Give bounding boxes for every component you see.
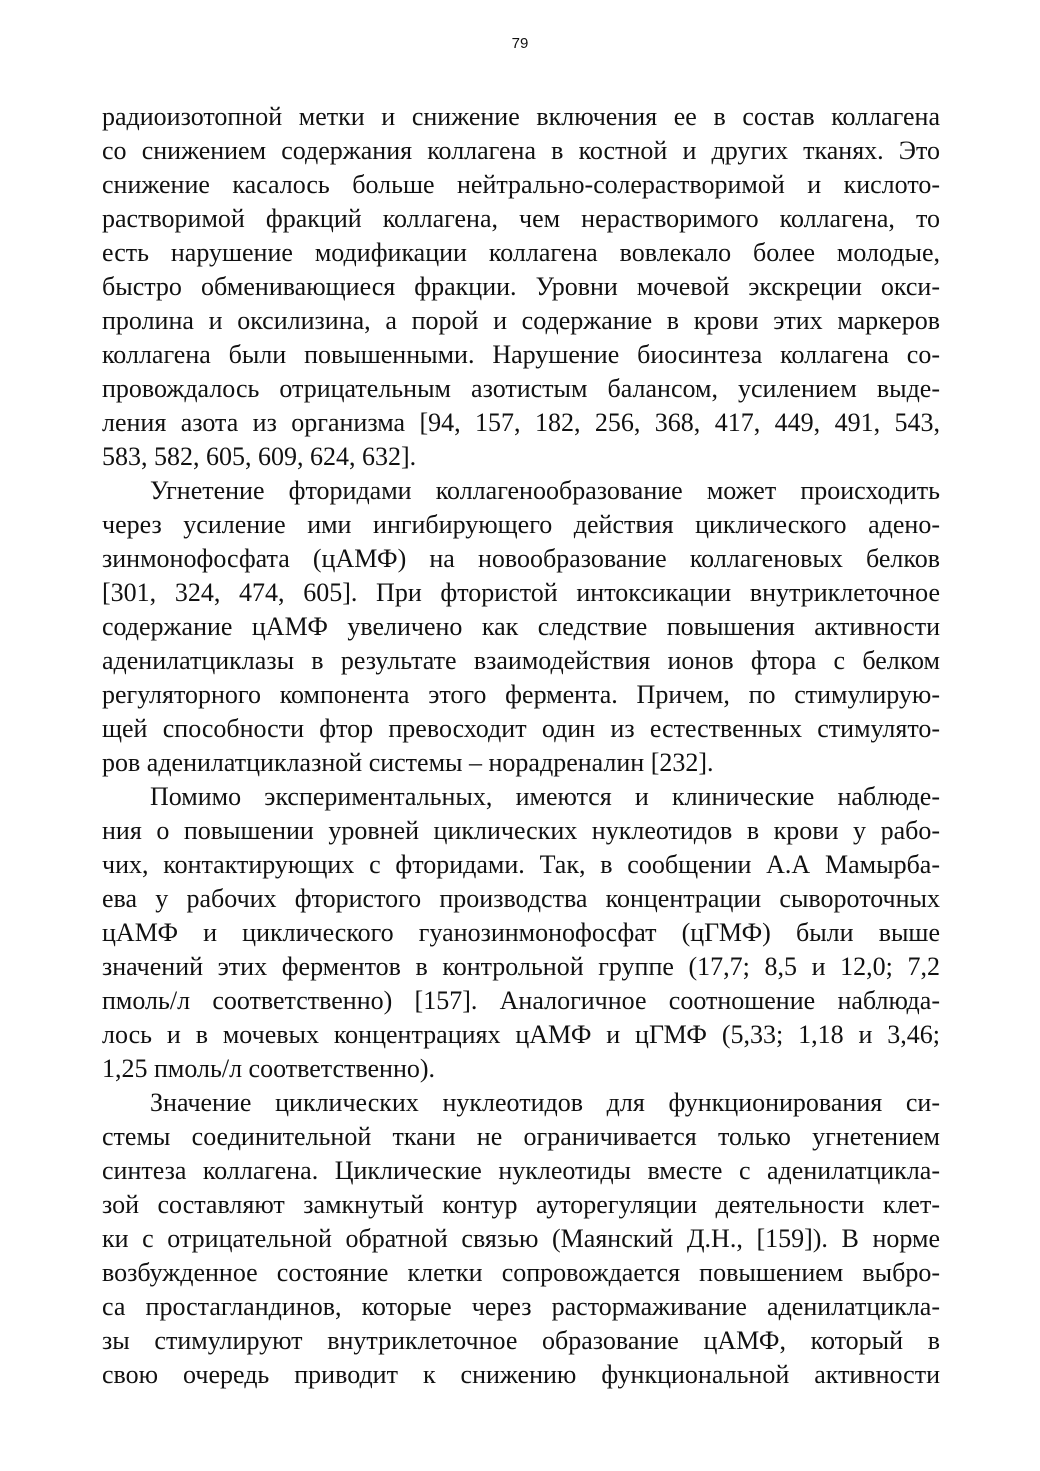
text-line: Помимо экспериментальных, имеются и клинические наблюде- <box>150 782 940 811</box>
text-line: зинмонофосфата (цАМФ) на новообразование коллагеновых белков <box>102 544 940 573</box>
paragraph-clinical-observations <box>102 780 940 1086</box>
text-line: со снижением содержания коллагена в костной и других тканях. Это <box>102 136 940 165</box>
text-line: зой составляют замкнутый контур ауторегуляции деятельности клет- <box>102 1190 940 1219</box>
text-line: свою очередь приводит к снижению функциональной активности <box>102 1360 940 1389</box>
paragraph-cyclic-nucleotides <box>102 1086 940 1392</box>
text-line: цАМФ и циклического гуанозинмонофосфат (цГМФ) были выше <box>102 918 940 947</box>
text-line: 583, 582, 605, 609, 624, 632]. <box>102 442 417 471</box>
text-line: чих, контактирующих с фторидами. Так, в сообщении А.А Мамырба- <box>102 850 940 879</box>
paragraph-fluoride-inhibition <box>102 474 940 780</box>
text-line: аденилатциклазы в результате взаимодействия ионов фтора с белком <box>102 646 940 675</box>
text-line: Значение циклических нуклеотидов для функционирования си- <box>150 1088 940 1117</box>
text-line: есть нарушение модификации коллагена вовлекало более молодые, <box>102 238 940 267</box>
text-line: са простагландинов, которые через растормаживание аденилатцикла- <box>102 1292 940 1321</box>
text-line: стемы соединительной ткани не ограничивается только угнетением <box>102 1122 940 1151</box>
text-line: щей способности фтор превосходит один из естественных стимулято- <box>102 714 940 743</box>
text-line: 1,25 пмоль/л соответственно). <box>102 1054 436 1083</box>
text-line: лось и в мочевых концентрациях цАМФ и цГМФ (5,33; 1,18 и 3,46; <box>102 1020 940 1049</box>
text-line: ров аденилатциклазной системы – норадреналин [232]. <box>102 748 714 777</box>
text-line: пмоль/л соответственно) [157]. Аналогичное соотношение наблюда- <box>102 986 940 1015</box>
text-line: быстро обменивающиеся фракции. Уровни мочевой экскреции окси- <box>102 272 940 301</box>
page-number: 79 <box>511 35 529 52</box>
text-line: возбужденное состояние клетки сопровождается повышением выбро- <box>102 1258 940 1287</box>
text-line: радиоизотопной метки и снижение включения ее в состав коллагена <box>102 102 940 131</box>
text-line: ева у рабочих фтористого производства концентрации сывороточных <box>102 884 940 913</box>
text-line: коллагена были повышенными. Нарушение биосинтеза коллагена со- <box>102 340 940 369</box>
text-line: ки с отрицательной обратной связью (Маянский Д.Н., [159]). В норме <box>102 1224 940 1253</box>
text-line: через усиление ими ингибирующего действия циклического адено- <box>102 510 940 539</box>
text-line: [301, 324, 474, 605]. При фтористой интоксикации внутриклеточное <box>102 578 940 607</box>
text-line: зы стимулируют внутриклеточное образование цАМФ, который в <box>102 1326 940 1355</box>
text-line: снижение касалось больше нейтрально-солерастворимой и кислото- <box>102 170 940 199</box>
page-body <box>102 100 940 1392</box>
paragraph-collagen-synthesis <box>102 100 940 474</box>
text-line: ления азота из организма [94, 157, 182, 256, 368, 417, 449, 491, 543, <box>102 408 940 437</box>
text-line: Угнетение фторидами коллагенообразование может происходить <box>150 476 940 505</box>
text-line: регуляторного компонента этого фермента. Причем, по стимулирую- <box>102 680 940 709</box>
text-line: провождалось отрицательным азотистым балансом, усилением выде- <box>102 374 940 403</box>
text-line: значений этих ферментов в контрольной группе (17,7; 8,5 и 12,0; 7,2 <box>102 952 940 981</box>
text-line: синтеза коллагена. Циклические нуклеотиды вместе с аденилатцикла- <box>102 1156 940 1185</box>
text-line: содержание цАМФ увеличено как следствие повышения активности <box>102 612 940 641</box>
text-line: растворимой фракций коллагена, чем нерастворимого коллагена, то <box>102 204 940 233</box>
text-line: пролина и оксилизина, а порой и содержание в крови этих маркеров <box>102 306 940 335</box>
text-line: ния о повышении уровней циклических нуклеотидов в крови у рабо- <box>102 816 940 845</box>
